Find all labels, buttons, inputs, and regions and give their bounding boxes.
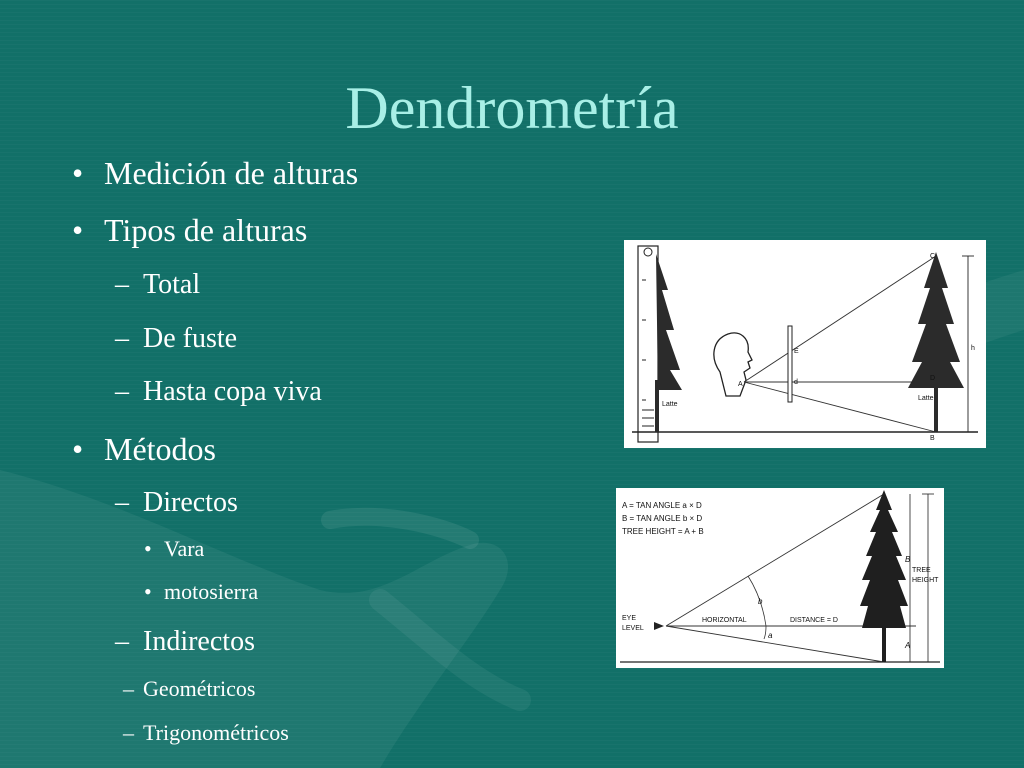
label-a-lower: A <box>905 641 911 650</box>
label-h: h <box>971 345 975 352</box>
formula-1: A = TAN ANGLE a × D <box>622 501 702 510</box>
list-item <box>115 626 255 657</box>
tree-crown <box>860 490 908 628</box>
bullet-marker: • <box>144 536 152 561</box>
angle-a-arc <box>764 626 766 639</box>
latte-right-label: Latte <box>918 395 934 402</box>
bullet-marker: • <box>72 212 84 248</box>
left-tree-trunk <box>655 380 659 432</box>
list-item <box>144 579 259 604</box>
list-item-text: Directos <box>143 487 238 518</box>
bullet-marker: • <box>72 431 84 467</box>
list-item <box>123 720 289 745</box>
label-d: D <box>930 375 936 382</box>
pole-ring <box>644 248 652 256</box>
list-item-text: Tipos de alturas <box>104 212 308 248</box>
list-item-text: Trigonométricos <box>143 720 289 745</box>
angle-b-label: b <box>758 597 763 606</box>
list-item-text: Total <box>143 269 201 300</box>
sight-line-base <box>744 382 936 432</box>
eye-icon <box>654 622 664 630</box>
dash-marker: – <box>115 269 129 300</box>
list-item <box>72 431 216 467</box>
figure-1-drawing <box>624 240 986 448</box>
list-item-text: motosierra <box>164 579 259 604</box>
left-tree-crown <box>656 254 682 390</box>
list-item <box>144 536 205 561</box>
dash-marker: – <box>123 720 134 745</box>
angle-a-label: a <box>768 631 773 640</box>
list-item <box>123 676 256 701</box>
observer-head <box>714 333 752 396</box>
height-measurement-figure-1 <box>624 240 986 448</box>
list-item-text: Hasta copa viva <box>143 376 322 407</box>
label-c: C <box>930 253 936 260</box>
right-tree-trunk <box>934 380 938 432</box>
list-item <box>72 155 359 191</box>
label-d-small: d <box>794 379 798 386</box>
latte-left-label: Latte <box>662 401 678 408</box>
height-measurement-figure-2 <box>616 488 944 668</box>
label-b-upper: B <box>905 555 911 564</box>
tree-height-label-1: TREE <box>912 567 931 574</box>
dash-marker: – <box>123 676 134 701</box>
dash-marker: – <box>115 323 129 354</box>
list-item <box>115 323 238 354</box>
list-item <box>72 212 308 248</box>
list-item-text: Geométricos <box>143 676 256 701</box>
list-item-text: Métodos <box>104 431 216 467</box>
horizontal-label: HORIZONTAL <box>702 617 747 624</box>
formula-3: TREE HEIGHT = A + B <box>622 527 704 536</box>
list-item <box>115 269 201 300</box>
tree-height-label-2: HEIGHT <box>912 577 939 584</box>
bullet-marker: • <box>144 579 152 604</box>
label-a: A <box>738 381 743 388</box>
sight-line-top <box>744 256 936 382</box>
label-e: E <box>794 348 799 355</box>
distance-label: DISTANCE = D <box>790 617 838 624</box>
list-item <box>115 487 238 518</box>
eye-level-label-1: EYE <box>622 615 637 622</box>
right-tree-crown <box>908 252 964 388</box>
sight-line-base <box>666 626 884 662</box>
list-item-text: Medición de alturas <box>104 155 359 191</box>
formula-2: B = TAN ANGLE b × D <box>622 514 703 523</box>
label-b: B <box>930 435 935 442</box>
slide-title: Dendrometría <box>345 75 679 141</box>
angle-b-arc <box>748 576 766 626</box>
tree-trunk <box>882 622 886 662</box>
list-item-text: Vara <box>164 536 205 561</box>
hand-stick <box>788 326 792 402</box>
list-item-text: De fuste <box>143 323 238 354</box>
dash-marker: – <box>115 376 129 407</box>
list-item-text: Indirectos <box>143 626 255 657</box>
list-item <box>115 376 322 407</box>
figure-2-drawing <box>616 488 944 668</box>
bullet-marker: • <box>72 155 84 191</box>
eye-level-label-2: LEVEL <box>622 625 644 632</box>
dash-marker: – <box>115 626 129 657</box>
dash-marker: – <box>115 487 129 518</box>
